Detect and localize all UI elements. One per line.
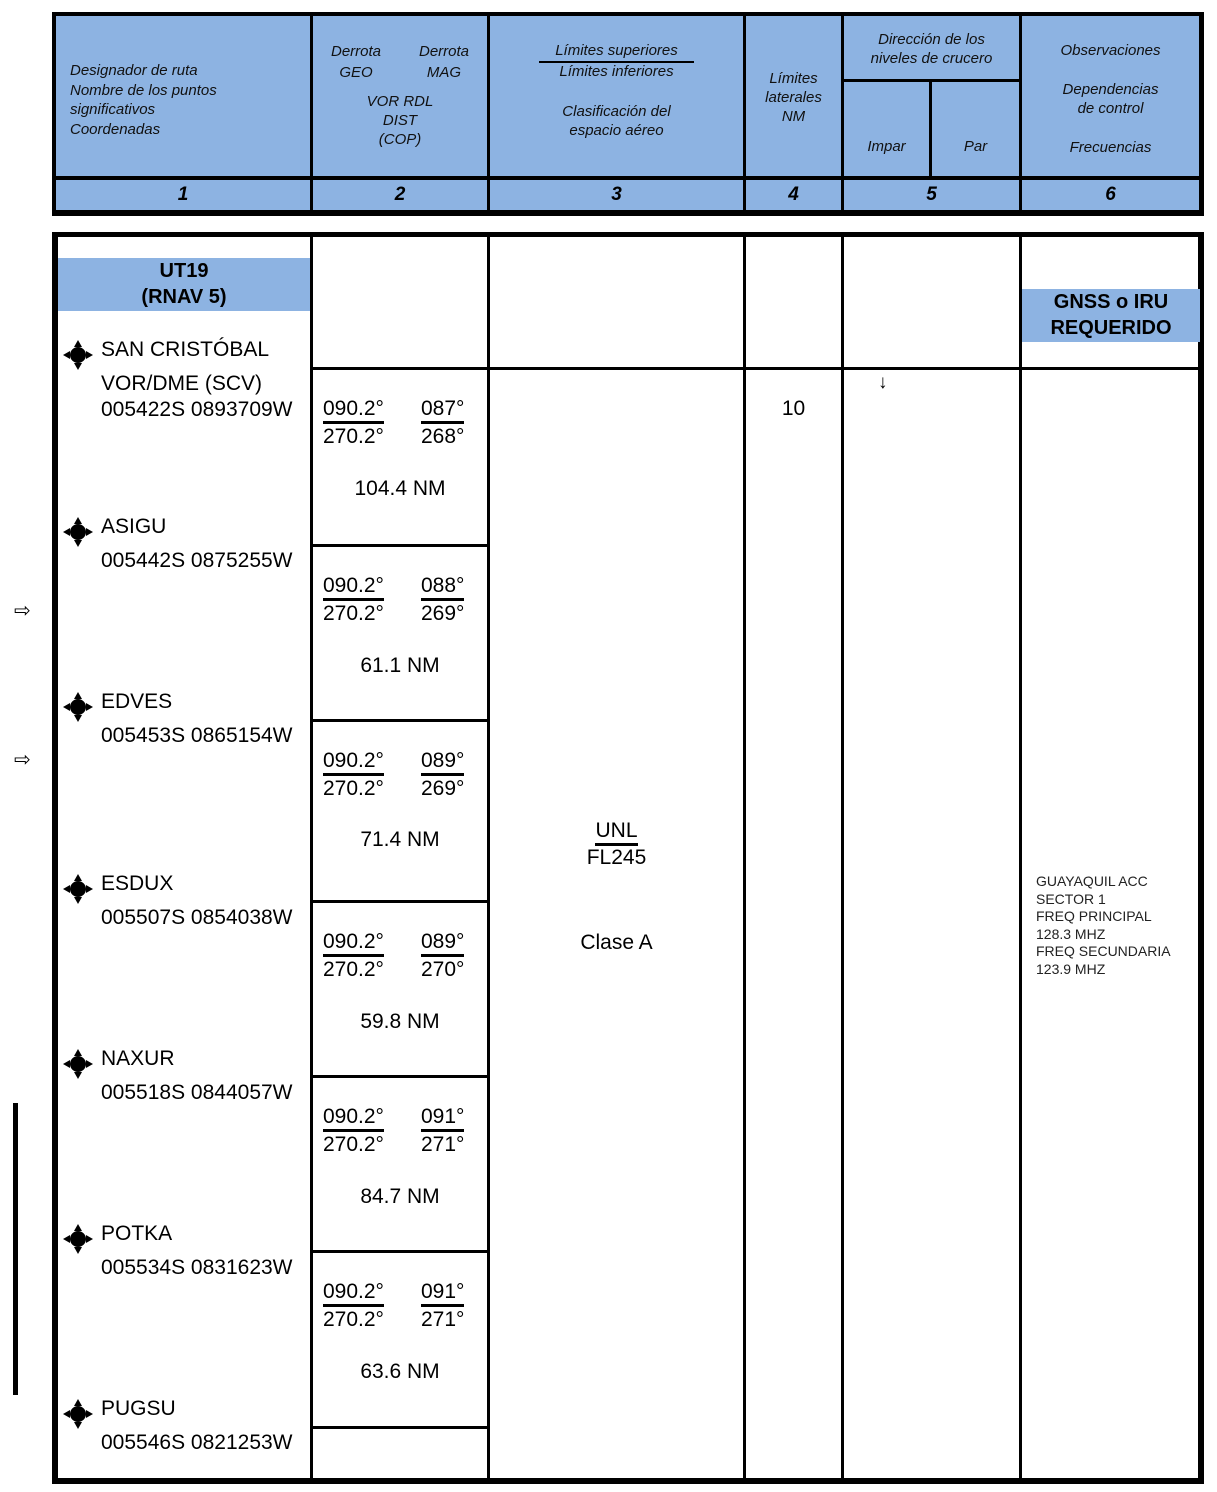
waypoint-name: SAN CRISTÓBAL — [101, 338, 270, 361]
waypoint-name: ASIGU — [101, 515, 167, 538]
header-lateral-1: Límites — [769, 70, 818, 87]
col5-top — [844, 237, 1019, 367]
obs-line-6: 123.9 MHZ — [1036, 960, 1106, 977]
upper-limit: UNL — [595, 819, 637, 846]
waypoint-compass-icon — [62, 873, 94, 905]
mag-track-outbound: 091° — [421, 1279, 464, 1307]
waypoint-coordinates: 005546S 0821253W — [101, 1431, 293, 1454]
geo-track — [323, 396, 384, 449]
geo-track-outbound: 090.2° — [323, 1104, 384, 1132]
waypoint-name: NAXUR — [101, 1047, 175, 1070]
mag-track — [421, 748, 464, 801]
header-col1 — [56, 16, 310, 176]
waypoint-coordinates: 005534S 0831623W — [101, 1256, 293, 1279]
header-direction-2: niveles de crucero — [870, 50, 993, 67]
mag-track-inbound: 269° — [421, 777, 465, 800]
header-upper-limits: Límites superiores — [539, 41, 694, 63]
header-dist: DIST — [382, 112, 418, 129]
segment-empty-end — [313, 1429, 487, 1478]
segment-distance: 71.4 NM — [360, 828, 440, 851]
obs-line-1: GUAYAQUIL ACC — [1036, 873, 1148, 889]
mag-track-outbound: 087° — [421, 396, 464, 424]
header-num-1: 1 — [56, 180, 310, 210]
mag-track — [421, 1104, 464, 1157]
route-table — [52, 232, 1204, 1484]
header-num-4: 4 — [746, 180, 841, 210]
mag-track-inbound: 270° — [421, 958, 465, 981]
mag-track-inbound: 268° — [421, 425, 465, 448]
header-deps-2: de control — [1077, 100, 1144, 117]
mag-track-inbound: 269° — [421, 602, 465, 625]
header-derrota-mag-1: Derrota — [418, 43, 470, 60]
header-observations: Observaciones — [1060, 42, 1161, 59]
col6-top — [1022, 237, 1198, 367]
header-col2 — [313, 16, 487, 176]
geo-track-outbound: 090.2° — [323, 1279, 384, 1307]
mag-track — [421, 1279, 464, 1332]
waypoint-compass-icon — [62, 1048, 94, 1080]
geo-track-inbound: 270.2° — [323, 958, 384, 981]
airspace-limits-cell — [490, 370, 743, 1478]
header-lateral-3: NM — [781, 108, 806, 125]
geo-track-inbound: 270.2° — [323, 425, 384, 448]
segment-distance: 84.7 NM — [360, 1185, 440, 1208]
header-col3 — [490, 16, 743, 176]
mag-track-inbound: 271° — [421, 1133, 465, 1156]
header-deps-1: Dependencias — [1062, 81, 1159, 98]
lateral-limits-value: 10 — [781, 397, 806, 420]
waypoint-coordinates: 005507S 0854038W — [101, 906, 293, 929]
header-cop: (COP) — [378, 131, 422, 148]
track-segment — [313, 547, 487, 719]
waypoint-name: ESDUX — [101, 872, 174, 895]
route-designator: UT19 — [159, 260, 209, 282]
geo-track-outbound: 090.2° — [323, 573, 384, 601]
geo-track — [323, 929, 384, 982]
segment-distance: 104.4 NM — [354, 477, 446, 500]
geo-track — [323, 1104, 384, 1157]
waypoint-coordinates: 005518S 0844057W — [101, 1081, 293, 1104]
track-segment — [313, 1253, 487, 1426]
header-vor-rdl: VOR RDL — [366, 93, 434, 110]
header-num-5: 5 — [844, 180, 1019, 210]
segment-list — [313, 232, 487, 1484]
waypoints-column — [58, 237, 310, 1478]
header-class-2: espacio aéreo — [569, 122, 664, 139]
lateral-limits-cell — [746, 370, 841, 1478]
lower-limit: FL245 — [586, 846, 647, 869]
geo-track-outbound: 090.2° — [323, 929, 384, 957]
header-derrota-mag-2: MAG — [426, 64, 462, 81]
requirement-banner — [1022, 289, 1200, 342]
airspace-class: Clase A — [580, 931, 653, 954]
geo-track — [323, 748, 384, 801]
header-even: Par — [963, 138, 988, 155]
waypoint-name: EDVES — [101, 690, 173, 713]
segment-distance: 59.8 NM — [360, 1010, 440, 1033]
waypoint-coordinates: 005422S 0893709W — [101, 398, 293, 421]
header-odd: Impar — [867, 138, 906, 155]
requirement-line1: GNSS o IRU — [1053, 291, 1169, 313]
geo-track-inbound: 270.2° — [323, 1133, 384, 1156]
header-col5-title — [844, 16, 1019, 79]
geo-track — [323, 1279, 384, 1332]
header-col5-even — [932, 82, 1019, 176]
header-direction-1: Dirección de los — [878, 31, 985, 48]
waypoint-coordinates: 005442S 0875255W — [101, 549, 293, 572]
geo-track-inbound: 270.2° — [323, 1308, 384, 1331]
header-col1-line3: significativos — [70, 101, 156, 118]
cruise-direction-cell — [844, 370, 1019, 1478]
route-spec: (RNAV 5) — [141, 286, 227, 308]
col3-top — [490, 237, 743, 367]
mag-track — [421, 929, 464, 982]
waypoint-navaid: VOR/DME (SCV) — [101, 372, 263, 395]
track-segment — [313, 722, 487, 900]
waypoint-compass-icon — [62, 516, 94, 548]
header-class-1: Clasificación del — [562, 103, 671, 120]
mag-track — [421, 396, 464, 449]
waypoint-coordinates: 005453S 0865154W — [101, 724, 293, 747]
arrow-down-icon: ↓ — [878, 372, 888, 393]
requirement-line2: REQUERIDO — [1050, 317, 1172, 339]
header-num-2: 2 — [313, 180, 487, 210]
geo-track-inbound: 270.2° — [323, 602, 384, 625]
header-col1-line1: Designador de ruta — [70, 62, 198, 79]
header-col1-line4: Coordenadas — [70, 120, 161, 138]
header-col4 — [746, 16, 841, 176]
track-segment — [313, 370, 487, 544]
track-segment — [313, 903, 487, 1075]
header-derrota-geo-1: Derrota — [330, 43, 382, 60]
route-designator-banner — [58, 258, 310, 311]
geo-track-outbound: 090.2° — [323, 396, 384, 424]
mag-track-outbound: 088° — [421, 573, 464, 601]
obs-line-2: SECTOR 1 — [1036, 890, 1106, 907]
header-table — [52, 12, 1204, 216]
header-num-6: 6 — [1022, 180, 1199, 210]
header-lateral-2: laterales — [765, 89, 822, 106]
geo-track — [323, 573, 384, 626]
col4-top — [746, 237, 841, 367]
observations-cell — [1022, 370, 1198, 1478]
change-arrow-icon: ⇨ — [14, 749, 31, 771]
obs-line-3: FREQ PRINCIPAL — [1036, 908, 1152, 925]
waypoint-compass-icon — [62, 339, 94, 371]
geo-track-inbound: 270.2° — [323, 777, 384, 800]
header-derrota-geo-2: GEO — [339, 64, 373, 81]
header-num-3: 3 — [490, 180, 743, 210]
obs-line-4: 128.3 MHZ — [1036, 925, 1106, 942]
change-arrow-icon: ⇨ — [14, 600, 31, 622]
change-bar — [13, 1103, 18, 1395]
track-segment — [313, 1078, 487, 1250]
segment-distance: 61.1 NM — [360, 654, 440, 677]
mag-track-outbound: 089° — [421, 748, 464, 776]
segment-distance: 63.6 NM — [360, 1360, 440, 1383]
header-lower-limits: Límites inferiores — [559, 63, 674, 80]
obs-line-5: FREQ SECUNDARIA — [1036, 943, 1171, 960]
header-col1-line2: Nombre de los puntos — [70, 81, 217, 99]
header-frequencies: Frecuencias — [1069, 139, 1152, 156]
waypoint-name: PUGSU — [101, 1397, 176, 1420]
waypoint-compass-icon — [62, 691, 94, 723]
header-col5-odd — [844, 82, 929, 176]
waypoint-compass-icon — [62, 1398, 94, 1430]
header-col6 — [1022, 16, 1199, 176]
mag-track — [421, 573, 464, 626]
mag-track-outbound: 089° — [421, 929, 464, 957]
geo-track-outbound: 090.2° — [323, 748, 384, 776]
mag-track-outbound: 091° — [421, 1104, 464, 1132]
waypoint-name: POTKA — [101, 1222, 173, 1245]
mag-track-inbound: 271° — [421, 1308, 465, 1331]
waypoint-compass-icon — [62, 1223, 94, 1255]
